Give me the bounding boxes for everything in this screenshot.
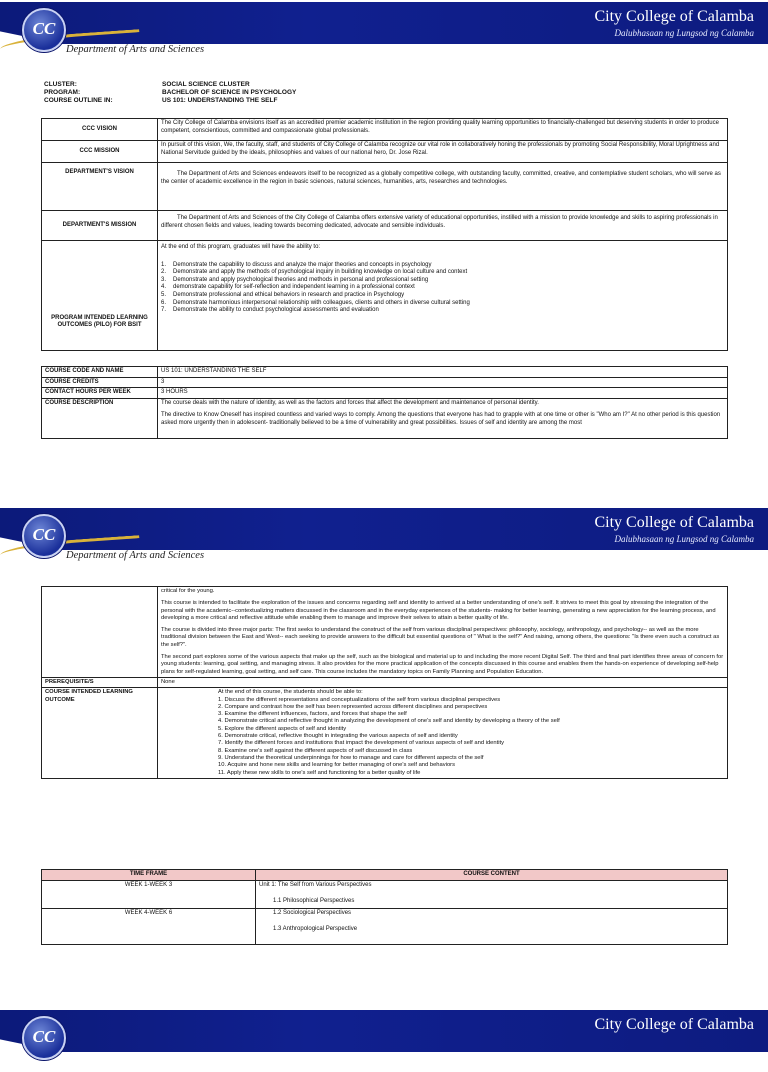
logo-text: CC xyxy=(32,525,56,544)
info-row-course xyxy=(44,97,296,105)
list-item: 2. Demonstrate and apply the methods of psychological inquiry in building knowledge on local culture and context xyxy=(161,269,468,276)
course-description-cell xyxy=(158,398,728,438)
table-header-row xyxy=(42,870,728,881)
prerequisite-label: PREREQUISITE/S xyxy=(42,677,158,687)
course-description-p2: The directive to Know Oneself has inspired countless and varied ways to comply. Among the questions that everyone has had to grapple with at one time or other is "Who am I?" At no other period is this question asked more urgently then in adolescent- traditionally believed to be a time of vulnerability and great possibilities. Issues of self and identity are among the most xyxy=(161,412,721,426)
unit-title: Unit 1: The Self from Various Perspectives xyxy=(259,881,372,888)
blank-label-cell xyxy=(42,587,158,678)
list-item: 7. Demonstrate the ability to conduct psychological assessments and evaluation xyxy=(161,307,379,314)
dept-vision-label: DEPARTMENT'S VISION xyxy=(42,163,158,211)
info-key: CLUSTER: xyxy=(44,81,77,88)
topic-item: 1.3 Anthropological Perspective xyxy=(273,926,358,933)
prerequisite-value: None xyxy=(158,677,728,687)
course-code-value: US 101: UNDERSTANDING THE SELF xyxy=(158,367,728,378)
dept-mission-text: The Department of Arts and Sciences of the City College of Calamba offers extensive variety of educational opportunities, instilled with a mission to provide knowledge and skills to aspiring professionals in different chosen fields and values, leading towards becoming dedicated, advocate and sensible individuals. xyxy=(161,215,718,229)
info-row-cluster xyxy=(44,81,296,89)
pilo-cell xyxy=(158,241,728,351)
course-description-p1: The course deals with the nature of identity, as well as the factors and forces that affect the development and maintenance of personal identity. xyxy=(161,399,539,406)
table-row xyxy=(42,587,728,678)
info-value: US 101: UNDERSTANDING THE SELF xyxy=(162,97,278,104)
description-p3: This course is intended to facilitate the exploration of the issues and concerns regarding self and identity to arrived at a better understanding of one's self. It strives to meet this goal by stressing the integration of the personal with the academic--contextualizing matters discussed in the classroom and in the everyday experiences of the students- making for better learning, generating a new appreciation for the learning process, and developing a more critical and reflective attitude while enabling them to manage and improve their selves to attain a better quality of life. xyxy=(161,600,716,621)
info-row-program xyxy=(44,89,296,97)
college-tagline: Dalubhasaan ng Lungsod ng Calamba xyxy=(614,534,754,544)
pilo-item-text: Demonstrate harmonious interpersonal relationship with colleagues, clients and others in diverse cultural setting xyxy=(173,299,470,306)
list-item: 6. Demonstrate harmonious interpersonal relationship with colleagues, clients and others in diverse cultural setting xyxy=(161,299,470,306)
pilo-item-text: Demonstrate and apply psychological theories and methods in personal and professional setting xyxy=(173,276,429,283)
pilo-item-text: Demonstrate the capability to discuss and analyze the major theories and concepts in psychology xyxy=(173,261,432,268)
list-item: 11. Apply these new skills to one's self and functioning for a better quality of life xyxy=(218,769,421,776)
list-item: 5. Demonstrate professional and ethical behaviors in research and practice in Psychology xyxy=(161,291,405,298)
list-item: 1. Demonstrate the capability to discuss and analyze the major theories and concepts in psychology xyxy=(161,261,432,268)
ccc-vision-label: CCC VISION xyxy=(42,119,158,141)
pilo-label: PROGRAM INTENDED LEARNING OUTCOMES (PILO) FOR BSIT xyxy=(42,241,158,351)
logo-text: CC xyxy=(32,19,56,38)
table-row xyxy=(42,677,728,687)
info-key: COURSE OUTLINE IN: xyxy=(44,97,113,104)
table-row xyxy=(42,367,728,378)
cilo-intro: At the end of this course, the students should be able to: xyxy=(218,689,363,696)
list-item: 3. Examine the different influences, factors, and forces that shape the self xyxy=(218,711,407,718)
ccc-mission-label: CCC MISSION xyxy=(42,141,158,163)
page-header xyxy=(0,0,768,64)
list-item: 9. Understand the theoretical underpinnings for how to manage and care for different aspects of the self xyxy=(218,754,484,761)
course-details-table xyxy=(41,366,728,439)
table-row xyxy=(42,163,728,211)
description-p4: The course is divided into three major parts: The first seeks to understand the construct of the self from various disciplinal perspectives: philosophy, sociology, anthropology, and psychology-- as well as the more traditional division between the East and West-- each seeking to provide answers to the difficult but essential questions of " What is the self?" And raising, among others, the questions: "Is there even such a construct as the self?". xyxy=(161,627,720,648)
list-item: 5. Explore the different aspects of self and identity xyxy=(218,725,347,732)
table-row xyxy=(42,211,728,241)
college-name: City College of Calamba xyxy=(594,8,754,25)
pilo-item-text: demonstrate capability for self-reflection and independent learning in a professional context xyxy=(173,284,415,291)
department-name: Department of Arts and Sciences xyxy=(66,44,205,55)
contact-hours-value: 3 HOURS xyxy=(158,388,728,399)
vision-mission-table xyxy=(41,118,728,351)
college-logo xyxy=(22,514,66,558)
time-frame-table xyxy=(41,869,728,945)
college-name: City College of Calamba xyxy=(594,1016,754,1033)
info-value: BACHELOR OF SCIENCE IN PSYCHOLOGY xyxy=(162,89,297,96)
description-p5: The second part explores some of the various aspects that make up the self, such as the biological and material up to and including the more recent Digital Self. The third and final part identifies three areas of concern for young students: learning, goal setting, and managing stress. It also provides for the more practical application of the concepts discussed in this course and enables them the hands-on experience of developing self-help plans for self-regulated learning, goal setting, and self care. This course includes the mandatory topics on Family Planning and Population Education. xyxy=(161,654,724,675)
table-row xyxy=(42,688,728,779)
table-row xyxy=(42,908,728,944)
pilo-intro: At the end of this program, graduates will have the ability to: xyxy=(161,244,321,250)
description-continued-cell xyxy=(158,587,728,678)
dept-vision-text: The Department of Arts and Sciences endeavors itself to be recognized as a globally competitive college, with outstanding faculty, committed, creative, and contemplative student scholars, who will serve as the center of academic excellence in the region in basic sciences, natural sciences, humanities, arts, researches and technologies. xyxy=(161,171,721,185)
table-row xyxy=(42,398,728,438)
list-item: 4. Demonstrate critical and reflective thought in analyzing the development of one's self and identity by developing a theory of the self xyxy=(218,718,560,725)
ccc-vision-text: The City College of Calamba envisions itself as an accredited premier academic institution in the region providing quality learning opportunities to financially-challenged but deserving students in order to produce competent, conscientious, committed and compassionate global professionals. xyxy=(158,119,728,141)
week-range: WEEK 1-WEEK 3 xyxy=(42,880,256,908)
time-frame-header: TIME FRAME xyxy=(42,870,256,881)
topic-item: 1.1 Philosophical Perspectives xyxy=(273,898,355,905)
cilo-list xyxy=(218,697,724,777)
list-item: 10. Acquire and hone new skills and learning for better managing of one's self and behaviors xyxy=(218,762,455,769)
college-tagline: Dalubhasaan ng Lungsod ng Calamba xyxy=(614,28,754,38)
college-logo xyxy=(22,8,66,52)
list-item: 6. Demonstrate critical, reflective thought in integrating the various aspects of self and identity xyxy=(218,733,458,740)
list-item: 1. Discuss the different representations and conceptualizations of the self from various disciplinal perspectives xyxy=(218,696,501,703)
description-cont: critical for the young. xyxy=(161,588,215,594)
table-row xyxy=(42,119,728,141)
pilo-list xyxy=(161,262,724,315)
list-item: 2. Compare and contrast how the self has been represented across different disciplines and perspectives xyxy=(218,703,488,710)
topic-item: 1.2 Sociological Perspectives xyxy=(273,909,352,916)
page-header-3 xyxy=(0,1008,768,1072)
course-code-label: COURSE CODE AND NAME xyxy=(42,367,158,378)
college-logo xyxy=(22,1016,66,1060)
pilo-item-text: Demonstrate the ability to conduct psychological assessments and evaluation xyxy=(173,307,379,314)
info-value: SOCIAL SCIENCE CLUSTER xyxy=(162,81,250,88)
list-item: 4. demonstrate capability for self-reflection and independent learning in a professional context xyxy=(161,284,415,291)
table-row xyxy=(42,880,728,908)
page-header-2 xyxy=(0,506,768,570)
course-content-cell xyxy=(256,908,728,944)
cilo-label: COURSE INTENDED LEARNING OUTCOME xyxy=(42,688,158,779)
course-info xyxy=(44,81,296,105)
pilo-item-text: Demonstrate and apply the methods of psychological inquiry in building knowledge on local culture and context xyxy=(173,269,468,276)
table-row xyxy=(42,141,728,163)
list-item: 3. Demonstrate and apply psychological theories and methods in personal and professional setting xyxy=(161,276,429,283)
course-credits-value: 3 xyxy=(158,377,728,388)
course-description-label: COURSE DESCRIPTION xyxy=(42,398,158,438)
college-name: City College of Calamba xyxy=(594,514,754,531)
table-row xyxy=(42,388,728,399)
contact-hours-label: CONTACT HOURS PER WEEK xyxy=(42,388,158,399)
table-row xyxy=(42,377,728,388)
dept-mission-label: DEPARTMENT'S MISSION xyxy=(42,211,158,241)
dept-vision-cell xyxy=(158,163,728,211)
course-content-header: COURSE CONTENT xyxy=(256,870,728,881)
week-range: WEEK 4-WEEK 6 xyxy=(42,908,256,944)
table-row xyxy=(42,241,728,351)
department-name: Department of Arts and Sciences xyxy=(66,550,205,561)
dept-mission-cell xyxy=(158,211,728,241)
cilo-cell xyxy=(158,688,728,779)
logo-text: CC xyxy=(32,1027,56,1046)
ccc-mission-text: In pursuit of this vision, We, the faculty, staff, and students of City College of Calamba recognize our vital role in collaboratively honing the professionals by promoting Social Responsibility, Moral Uprightness and National Servitude guided by the ideals, philosophies and values of our national hero, Dr. Jose Rizal. xyxy=(158,141,728,163)
course-description-continued-table xyxy=(41,586,728,779)
pilo-item-text: Demonstrate professional and ethical behaviors in research and practice in Psychology xyxy=(173,291,405,298)
list-item: 8. Examine one's self against the different aspects of self discussed in class xyxy=(218,747,413,754)
course-credits-label: COURSE CREDITS xyxy=(42,377,158,388)
list-item: 7. Identify the different forces and institutions that impact the development of various aspects of self and identity xyxy=(218,740,505,747)
course-content-cell xyxy=(256,880,728,908)
info-key: PROGRAM: xyxy=(44,89,81,96)
